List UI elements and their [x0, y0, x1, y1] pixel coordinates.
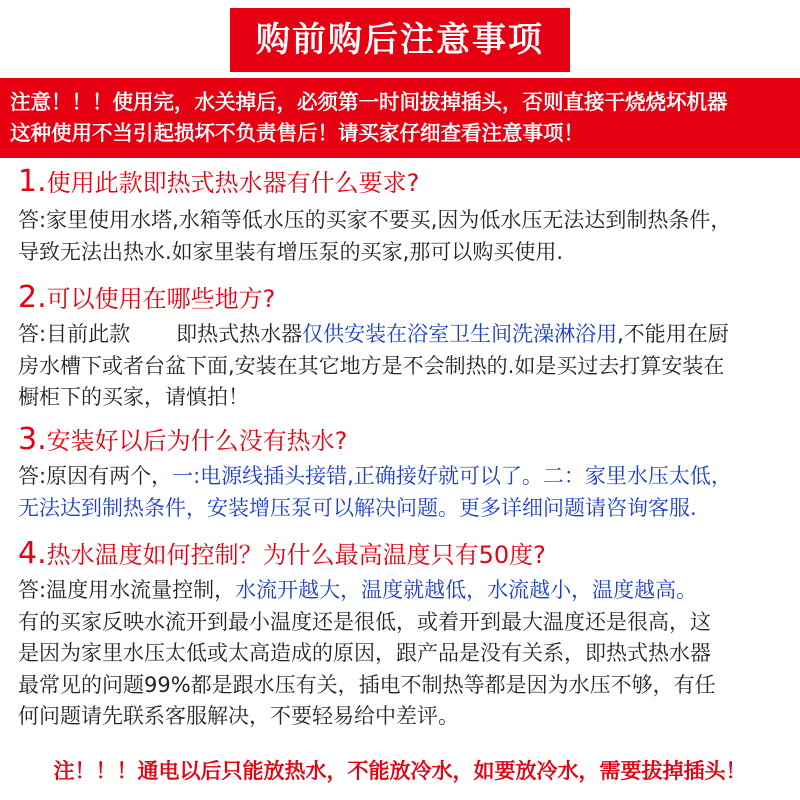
question-4-text: 热水温度如何控制？为什么最高温度只有50度?: [46, 541, 546, 569]
question-2-text: 可以使用在哪些地方?: [46, 285, 276, 313]
question-2-number: 2.: [18, 280, 47, 315]
footer-warning: 注！！！通电以后只能放热水，不能放冷水，如要放冷水，需要拔掉插头！: [53, 759, 747, 783]
question-1-text: 使用此款即热式热水器有什么要求?: [46, 169, 420, 197]
answer-3-highlight-1: 一:电源线插头接错,正确接好就可以了。二：家里水压太低，: [172, 464, 732, 488]
question-3: [18, 424, 782, 457]
answer-2-line-2: 房水槽下或者台盆下面,安装在其它地方是不会制热的.如是买过去打算安装在: [18, 353, 725, 378]
question-3-text: 安装好以后为什么没有热水?: [46, 427, 348, 455]
warning-line-1: 注意！！！使用完，水关掉后，必须第一时间拔掉插头，否则直接干烧烧坏机器: [10, 90, 728, 114]
answer-4-line-1: [18, 575, 782, 607]
question-3-number: 3.: [18, 422, 47, 457]
answer-4-line-5: 何问题请先联系客服解决，不要轻易给中差评。: [18, 704, 459, 728]
answer-4-highlight: 水流开越大，温度就越低，水流越小，温度越高。: [235, 578, 698, 602]
question-4: [18, 538, 782, 571]
question-2: [18, 282, 782, 315]
faq-item-2: [18, 282, 782, 414]
answer-2-line-1: [18, 319, 782, 351]
faq-item-1: [18, 166, 782, 268]
answer-4-line-4: 最常见的问题99%都是跟水压有关，插电不制热等都是因为水压不够，有任: [18, 672, 716, 697]
answer-1-line-2: 导致无法出热水.如家里装有增压泵的买家,那可以购买使用.: [18, 239, 564, 264]
answer-3-line-1: [18, 461, 782, 493]
answer-2-mid: 即热式热水器: [176, 322, 303, 346]
question-4-number: 4.: [18, 536, 47, 571]
answer-2-prefix: 答:目前此款: [18, 322, 131, 346]
answer-2-line-3: 橱柜下的买家，请慎拍！: [18, 385, 249, 409]
warning-line-2: 这种使用不当引起损坏不负责售后！请买家仔细查看注意事项！: [10, 121, 584, 145]
answer-4-line-3: 是因为家里水压太低或太高造成的原因，跟产品是没有关系，即热式热水器: [18, 641, 711, 665]
answer-1-line-1: 答:家里使用水塔,水箱等低水压的买家不要买,因为低水压无法达到制热条件，: [18, 208, 732, 232]
page-title: 购前购后注意事项: [230, 8, 570, 72]
answer-4-prefix: 答:温度用水流量控制，: [18, 578, 236, 602]
question-1: [18, 166, 782, 199]
answer-3-line-2: 无法达到制热条件，安装增压泵可以解决问题。更多详细问题请咨询客服.: [18, 495, 697, 520]
faq-item-4: [18, 538, 782, 733]
title-wrap: [0, 8, 800, 72]
answer-4-line-2: 有的买家反映水流开到最小温度还是很低，或着开到最大温度还是很高，这: [18, 609, 711, 634]
question-1-number: 1.: [18, 164, 47, 199]
faq-item-3: [18, 424, 782, 524]
answer-3-prefix: 答:原因有两个，: [18, 464, 173, 488]
warning-banner: [0, 78, 800, 158]
answer-2-highlight: 仅供安装在浴室卫生间洗澡淋浴用: [302, 322, 618, 346]
answer-2-after: ,不能用在厨: [617, 322, 729, 346]
